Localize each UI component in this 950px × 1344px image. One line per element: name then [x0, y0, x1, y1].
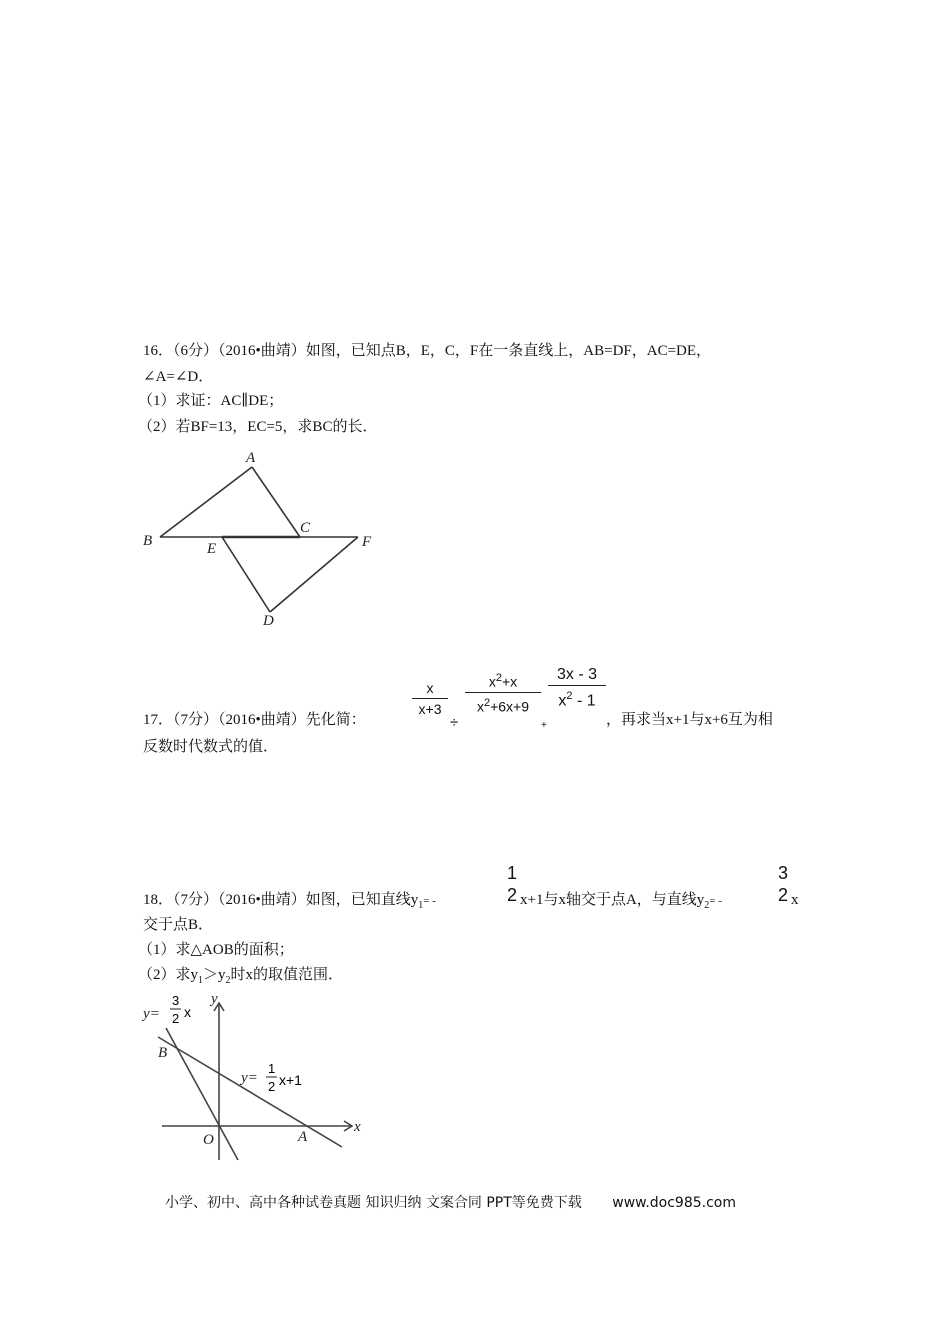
q17-fraction-1: $\frac{x}{x+3}$: [412, 678, 448, 719]
footer-url[interactable]: www.doc985.com: [612, 1195, 736, 1211]
segment-ac: [252, 467, 300, 537]
q18-line1: 18．（7分）（2016•曲靖）如图，已知直线$y_1=$ -: [143, 892, 436, 911]
label-a2: A: [298, 1129, 308, 1145]
q17-suffix: ，再求当x+1与x+6互为相: [606, 712, 773, 728]
q17-fraction-3: $\frac{3x - 3}{x^2 - 1}$: [548, 665, 606, 711]
q18-line1-tail: x: [791, 892, 799, 908]
line-y1: [158, 1037, 342, 1147]
q17-plus-sign: +: [541, 720, 547, 731]
line2-label-var: x: [184, 1004, 191, 1020]
label-e: E: [207, 541, 217, 557]
label-b2: B: [158, 1045, 168, 1061]
line2-label-den: 2: [172, 1011, 180, 1026]
q16-line1: 16．（6分）（2016•曲靖）如图，已知点B，E，C，F在一条直线上，AB=DF，AC=DE，: [143, 343, 712, 359]
q18-fraction-1: 1 2: [506, 863, 518, 905]
line1-label-var: x+1: [279, 1072, 302, 1088]
q17-line2: 反数时代数式的值．: [143, 739, 279, 755]
q16-part2: （2）若BF=13，EC=5，求BC的长．: [138, 419, 378, 435]
q18-part1: （1）求△AOB的面积；: [138, 942, 294, 958]
segment-ed: [222, 537, 270, 612]
segment-ab: [160, 467, 252, 537]
label-f: F: [362, 534, 372, 550]
q16-part1: （1）求证：AC∥DE；: [138, 393, 284, 409]
line1-label-den: 2: [268, 1079, 276, 1094]
label-o: O: [203, 1132, 214, 1148]
segment-df: [270, 537, 358, 612]
q18-line1-mid: x+1与x轴交于点A，与直线$y_2=$ -: [520, 892, 722, 911]
q18-line2: 交于点B．: [143, 917, 214, 933]
line2-label-num: 3: [172, 993, 180, 1008]
line2-label-prefix: y=: [143, 1006, 160, 1022]
label-d: D: [263, 613, 274, 629]
label-x-axis: x: [354, 1119, 361, 1135]
q16-line2: ∠A=∠D．: [143, 369, 214, 385]
label-c: C: [300, 520, 311, 536]
label-y-axis: y: [211, 991, 218, 1007]
footer-text: 小学、初中、高中各种试卷真题 知识归纳 文案合同 PPT等免费下载: [165, 1195, 582, 1211]
q17-prefix: 17．（7分）（2016•曲靖）先化简：: [143, 712, 366, 728]
label-a: A: [246, 450, 256, 466]
q17-fraction-2: $\frac{x^2+x}{x^2+6x+9}$: [465, 668, 541, 716]
line1-label-prefix: y=: [241, 1070, 258, 1086]
footer: [165, 1192, 736, 1212]
line1-label-num: 1: [268, 1061, 276, 1076]
q18-fraction-2: 3 2: [777, 863, 789, 905]
q18-part2: （2）求$y_1>y_2$时x的取值范围．: [138, 967, 344, 986]
label-b: B: [143, 533, 153, 549]
q17-divide-sign: ÷: [450, 714, 459, 731]
